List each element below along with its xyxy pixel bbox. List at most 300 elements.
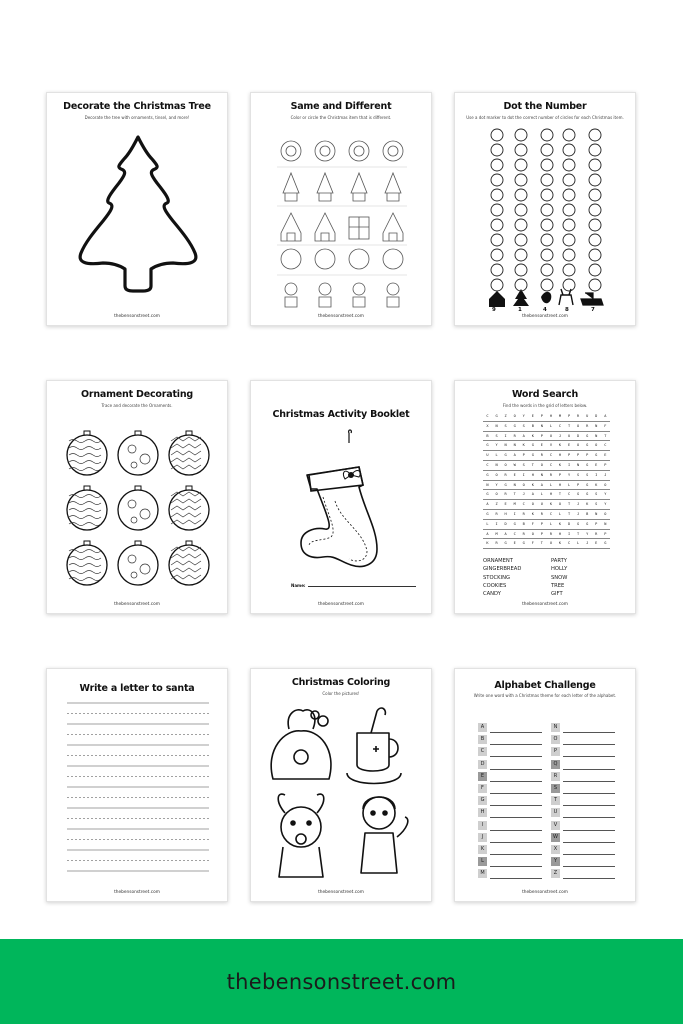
answer-line [563,756,615,757]
worksheet-title: Same and Different [290,101,392,112]
grid-letter: I [522,472,525,477]
dot-circle [541,219,553,231]
grid-letter: G [504,541,507,546]
grid-letter: R [577,414,580,418]
grid-letter: N [513,482,516,487]
dot-circle [589,174,601,186]
grid-letter: E [604,453,607,458]
grid-letter: E [531,414,534,418]
dot-circle [491,144,503,156]
grid-letter: O [540,462,543,467]
worksheet-title: Christmas Activity Booklet [272,409,410,420]
grid-letter: U [549,541,553,546]
answer-line [490,732,542,733]
ornament-icon [169,486,209,530]
word-list-right [551,557,567,598]
gingerbread-house-row-icons [281,213,403,241]
answer-line [563,866,615,867]
grid-letter: C [567,541,571,546]
grid-letter: G [504,453,507,458]
grid-row [483,471,610,481]
grid-letter: G [513,423,516,428]
dot-circle [589,144,601,156]
grid-letter: N [604,521,607,526]
name-label: Name: [291,583,306,588]
grid-letter: G [586,462,589,467]
grid-letter: U [549,433,553,438]
answer-line [490,769,542,770]
worksheet-letter-santa [46,668,228,902]
grid-letter: O [595,443,598,448]
grid-letter: C [486,462,489,467]
answer-line [563,805,615,806]
grid-letter: U [586,414,589,418]
name-field [291,583,416,588]
grid-letter: P [604,462,607,467]
grid-letter: C [549,511,553,516]
grid-letter: K [531,482,534,487]
grid-letter: L [549,482,553,487]
alphabet-letter-box: X [551,845,560,854]
worksheet-footer: thebensonstreet.com [318,602,364,607]
grid-letter: T [567,423,571,428]
answer-line [490,866,542,867]
dot-circle [563,204,575,216]
footer-website-text: thebensonstreet.com [226,969,457,994]
word-list-item: COOKIES [483,582,507,589]
worksheet-dot-number [454,92,636,326]
grid-letter: O [577,423,580,428]
reindeer-icon [278,794,324,877]
grid-letter: A [486,531,489,536]
grid-letter: Z [495,502,498,507]
worksheet-title: Alphabet Challenge [494,680,596,691]
ornament-icon [118,541,158,585]
grid-letter: O [522,482,525,487]
dot-circle [589,189,601,201]
dot-circle [491,129,503,141]
answer-line [490,756,542,757]
dot-circle [541,129,553,141]
word-search-grid [483,412,610,549]
dot-circle [541,279,553,291]
alphabet-letter-box: W [551,833,560,842]
grid-letter: G [595,453,598,458]
grid-letter: A [513,453,516,458]
worksheet-footer: thebensonstreet.com [522,890,568,895]
grid-letter: G [577,521,580,526]
answer-line [563,769,615,770]
grid-letter: N [504,443,507,448]
grid-letter: L [549,521,553,526]
grid-letter: G [486,472,489,477]
dot-circle [515,264,527,276]
grid-letter: Y [604,492,607,497]
grid-letter: G [577,492,580,497]
grid-letter: G [586,433,589,438]
grid-letter: J [586,541,589,546]
grid-letter: K [531,511,534,516]
grid-letter: E [595,541,598,546]
worksheet-title: Word Search [511,389,579,400]
grid-letter: K [522,443,525,448]
grid-letter: V [549,443,553,448]
grid-letter: M [513,502,516,507]
grid-letter: U [486,453,489,458]
answer-line [490,817,542,818]
dot-circle [491,159,503,171]
grid-letter: A [604,414,607,418]
grid-letter: A [486,502,489,507]
grid-letter: S [522,423,525,428]
grid-letter: T [567,502,571,507]
grid-letter: P [540,414,543,418]
word-list-item: GIFT [551,591,563,598]
grid-letter: I [567,462,571,467]
grid-letter: G [586,492,589,497]
grid-letter: R [495,511,498,516]
dot-circle [515,249,527,261]
grid-letter: T [558,492,562,497]
worksheet-footer: thebensonstreet.com [114,890,160,895]
grid-letter: R [595,531,598,536]
dot-circle [491,279,503,291]
grid-letter: O [495,492,498,497]
dot-circle [491,219,503,231]
answer-line [563,793,615,794]
dot-circle [515,219,527,231]
dot-circle [589,204,601,216]
grid-row [483,432,610,442]
grid-letter: E [513,541,516,546]
grid-letter: O [513,414,516,418]
gift-sack-icon [271,710,331,779]
answer-line [563,732,615,733]
dot-circle [563,279,575,291]
worksheet-word-search [454,380,636,614]
dot-circle [491,234,503,246]
grid-letter: J [577,502,580,507]
grid-letter: P [540,433,543,438]
grid-letter: E [504,502,507,507]
dot-circle [515,159,527,171]
worksheet-ornament-decorating [46,380,228,614]
alphabet-letter-box: R [551,772,560,781]
grid-letter: K [586,502,589,507]
worksheet-subtitle: Trace and decorate the Ornaments. [101,403,173,408]
grid-letter: G [531,453,534,458]
grid-letter: F [531,521,534,526]
ornament-icon [67,541,107,585]
alphabet-letter-box: H [478,808,487,817]
grid-letter: K [595,482,598,487]
dot-circle [541,189,553,201]
grid-letter: O [504,462,507,467]
dot-circle [589,279,601,291]
alphabet-letter-box: K [478,845,487,854]
grid-letter: P [586,453,589,458]
grid-row [483,461,610,471]
grid-letter: O [495,472,498,477]
grid-letter: L [567,482,571,487]
dot-circles-grid [455,93,636,326]
elf-row-icons [285,283,399,307]
grid-letter: N [577,462,580,467]
worksheet-subtitle: Write one word with a Christmas theme for each letter of the alphabet. [473,693,617,698]
worksheet-subtitle: Decorate the tree with ornaments, tinsel, and more! [84,115,190,120]
dot-circle [515,204,527,216]
worksheet-subtitle: Use a dot marker to dot the correct number of circles for each Christmas item. [466,115,624,120]
dot-circle [515,189,527,201]
answer-line [490,842,542,843]
grid-letter: T [531,462,534,467]
grid-letter: K [558,541,562,546]
grid-letter: B [586,511,589,516]
grid-letter: R [549,531,553,536]
gingerbread-man-icon [361,797,408,873]
grid-letter: T [540,541,543,546]
grid-letter: G [513,521,516,526]
grid-letter: P [577,482,580,487]
grid-letter: N [486,482,489,487]
grid-letter: P [604,531,607,536]
grid-letter: G [504,482,507,487]
christmas-item-icons [489,289,603,307]
grid-letter: B [486,433,489,438]
alphabet-letter-box: O [551,735,560,744]
grid-letter: O [558,502,562,507]
grid-letter: S [595,492,598,497]
grid-letter: I [495,521,498,526]
holly-icon [541,292,551,303]
answer-line [490,744,542,745]
grid-letter: H [558,531,562,536]
dot-circle [589,249,601,261]
dot-circle [563,159,575,171]
grid-letter: I [513,511,516,516]
grid-row [483,500,610,510]
worksheet-footer: thebensonstreet.com [318,314,364,319]
tree-icon [513,289,529,306]
grid-letter: C [549,453,553,458]
grid-letter: O [577,443,580,448]
grid-letter: G [486,492,489,497]
alphabet-letter-box: D [478,760,487,769]
dot-circle [589,234,601,246]
ornament-icon [118,486,158,530]
grid-letter: P [595,521,598,526]
grid-letter: F [531,541,534,546]
reindeer-icon [559,289,573,305]
grid-letter: G [522,541,525,546]
grid-letter: N [540,423,543,428]
dot-circle [491,174,503,186]
worksheet-footer: thebensonstreet.com [522,602,568,607]
answer-line [563,817,615,818]
grid-letter: C [567,492,571,497]
grid-letter: I [567,531,571,536]
grid-letter: X [486,423,489,428]
house-icon [489,291,505,307]
answer-line [563,854,615,855]
dot-number-3: 4 [543,307,547,313]
grid-letter: J [522,492,525,497]
grid-letter: O [531,502,534,507]
grid-letter: Y [522,414,525,418]
worksheet-decorate-tree [46,92,228,326]
dot-circle [515,144,527,156]
grid-letter: K [558,462,562,467]
grid-letter: L [558,511,562,516]
alphabet-letter-box: S [551,784,560,793]
dot-circle [491,264,503,276]
grid-letter: D [577,433,580,438]
grid-letter: S [577,472,580,477]
grid-letter: U [567,433,571,438]
worksheet-christmas-coloring [250,668,432,902]
grid-letter: P [567,414,571,418]
alphabet-letter-box: Y [551,857,560,866]
dot-circle [563,234,575,246]
ornaments-grid [47,381,228,614]
ornament-row-icons [281,249,403,269]
grid-letter: W [513,462,516,467]
alphabet-letter-box: A [478,723,487,732]
word-list-item: STOCKING [483,574,510,581]
grid-row [483,451,610,461]
grid-letter: T [513,492,516,497]
grid-letter: H [504,511,507,516]
worksheet-subtitle: Color the pictures! [322,691,360,696]
grid-letter: K [486,541,489,546]
alphabet-letter-box: V [551,821,560,830]
grid-letter: E [540,443,543,448]
alphabet-letter-box: M [478,869,487,878]
grid-letter: G [486,443,489,448]
word-list-item: GINGERBREAD [483,566,522,573]
grid-letter: R [495,541,498,546]
worksheet-subtitle: Color or circle the Christmas item that is different. [290,115,392,120]
ornament-icon [67,486,107,530]
word-list-item: HOLLY [551,566,568,573]
grid-letter: G [486,511,489,516]
grid-row [483,539,610,549]
grid-letter: B [522,521,525,526]
grid-letter: P [540,531,543,536]
grid-letter: G [586,521,589,526]
grid-letter: R [522,531,525,536]
grid-letter: T [577,531,580,536]
grid-letter: L [549,423,553,428]
grid-letter: S [504,423,507,428]
grid-letter: R [504,472,507,477]
dot-circle [491,204,503,216]
grid-letter: D [504,521,507,526]
dot-circle [515,174,527,186]
grid-letter: H [531,472,534,477]
alphabet-letter-box: I [478,821,487,830]
answer-line [563,842,615,843]
grid-letter: J [577,511,580,516]
grid-row [483,530,610,540]
dot-circle [541,159,553,171]
grid-letter: O [531,531,534,536]
grid-letter: S [522,462,525,467]
grid-letter: R [504,492,507,497]
alphabet-letter-box: Z [551,869,560,878]
word-list-item: TREE [551,582,565,589]
alphabet-letter-box: F [478,784,487,793]
dot-circle [541,204,553,216]
alphabet-letter-box: B [478,735,487,744]
grid-letter: C [522,502,525,507]
worksheet-footer: thebensonstreet.com [522,314,568,319]
worksheet-title: Write a letter to santa [79,683,195,694]
grid-letter: Y [586,531,589,536]
grid-letter: C [604,443,607,448]
dot-circle [541,234,553,246]
alphabet-letter-box: J [478,833,487,842]
grid-letter: Y [567,472,571,477]
wreath-row-icons [281,141,403,161]
ornament-icon [67,431,107,475]
grid-letter: S [495,433,498,438]
grid-letter: T [604,433,607,438]
grid-letter: G [531,443,534,448]
worksheet-alphabet-challenge [454,668,636,902]
grid-letter: R [513,433,516,438]
grid-letter: H [558,453,562,458]
grid-letter: R [540,453,543,458]
grid-letter: G [586,482,589,487]
answer-line [490,830,542,831]
worksheet-booklet-cover [250,380,432,614]
grid-letter: N [595,423,598,428]
coloring-pictures [251,669,432,902]
footer-bar [0,939,683,1024]
dot-circle [563,249,575,261]
writing-lines [47,669,228,902]
grid-letter: R [586,423,589,428]
alphabet-letter-box: E [478,772,487,781]
grid-letter: A [531,492,534,497]
dot-circle [563,144,575,156]
dot-circle [563,189,575,201]
grid-row [483,510,610,520]
grid-letter: L [486,521,489,526]
grid-letter: N [595,511,598,516]
dot-circle [563,129,575,141]
grid-letter: A [522,433,525,438]
grid-letter: C [558,423,562,428]
grid-row [483,481,610,491]
dot-circle [541,144,553,156]
grid-letter: A [504,531,507,536]
grid-letter: A [540,482,543,487]
dot-number-5: 7 [591,307,595,313]
grid-letter: I [504,433,507,438]
alphabet-letter-box: L [478,857,487,866]
tree-outline-illustration [47,93,228,326]
grid-letter: R [540,511,543,516]
grid-letter: Y [495,443,498,448]
grid-letter: N [595,433,598,438]
grid-letter: C [549,462,553,467]
grid-letter: R [522,511,525,516]
grid-letter: U [540,502,543,507]
grid-letter: R [549,472,553,477]
grid-letter: Z [504,414,507,418]
